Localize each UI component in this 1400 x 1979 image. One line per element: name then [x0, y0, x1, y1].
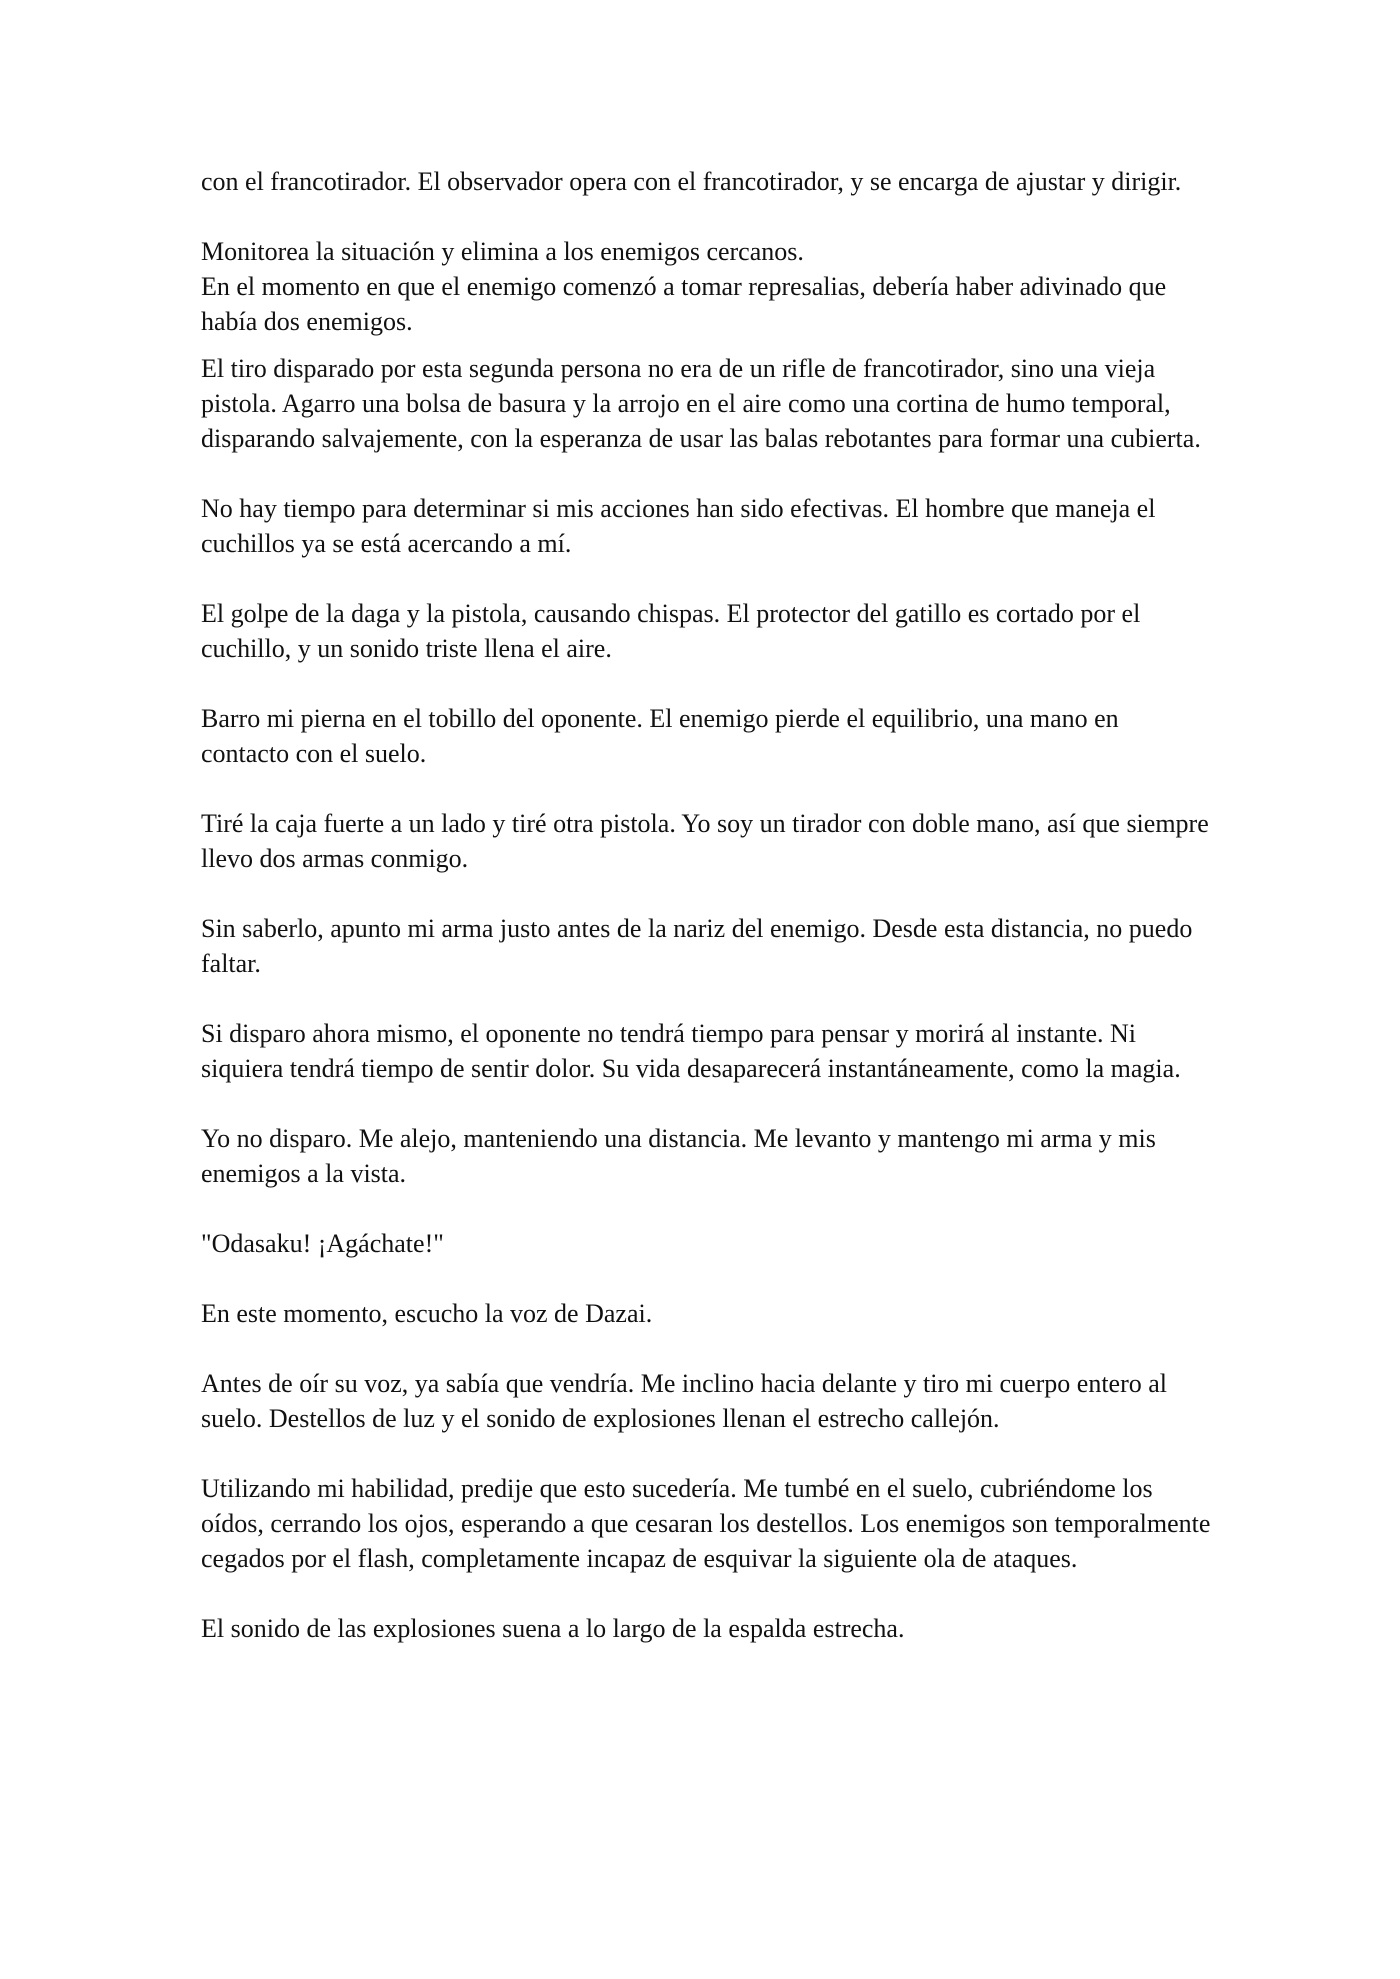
paragraph-1: con el francotirador. El observador opera con el francotirador, y se encarga de ajustar y dirigir. [201, 167, 1182, 196]
paragraph-5: No hay tiempo para determinar si mis acciones han sido efectivas. El hombre que maneja el cuchillos ya se está acercando a mí. [201, 494, 1156, 558]
paragraph-10: Si disparo ahora mismo, el oponente no tendrá tiempo para pensar y morirá al instante. Ni siquiera tendrá tiempo de sentir dolor. Su vida desaparecerá instantáneamente, como la magia. [201, 1019, 1181, 1083]
paragraph-2: Monitorea la situación y elimina a los enemigos cercanos. [201, 237, 804, 266]
paragraph-16: El sonido de las explosiones suena a lo largo de la espalda estrecha. [201, 1614, 905, 1643]
paragraph-4: El tiro disparado por esta segunda persona no era de un rifle de francotirador, sino una vieja pistola. Agarro una bolsa de basura y la arrojo en el aire como una cortina de humo temporal, disparando salvajemente, con la esperanza de usar las balas rebotantes para formar una cubierta. [201, 354, 1201, 453]
document-page [201, 164, 1211, 1646]
paragraph-13: En este momento, escucho la voz de Dazai. [201, 1299, 653, 1328]
paragraph-14: Antes de oír su voz, ya sabía que vendría. Me inclino hacia delante y tiro mi cuerpo entero al suelo. Destellos de luz y el sonido de explosiones llenan el estrecho callejón. [201, 1369, 1167, 1433]
paragraph-6: El golpe de la daga y la pistola, causando chispas. El protector del gatillo es cortado por el cuchillo, y un sonido triste llena el aire. [201, 599, 1141, 663]
paragraph-12: "Odasaku! ¡Agáchate!" [201, 1229, 444, 1258]
paragraph-8: Tiré la caja fuerte a un lado y tiré otra pistola. Yo soy un tirador con doble mano, así que siempre llevo dos armas conmigo. [201, 809, 1209, 873]
paragraph-7: Barro mi pierna en el tobillo del oponente. El enemigo pierde el equilibrio, una mano en contacto con el suelo. [201, 704, 1119, 768]
paragraph-9: Sin saberlo, apunto mi arma justo antes de la nariz del enemigo. Desde esta distancia, no puedo faltar. [201, 914, 1193, 978]
paragraph-15: Utilizando mi habilidad, predije que esto sucedería. Me tumbé en el suelo, cubriéndome los oídos, cerrando los ojos, esperando a que cesaran los destellos. Los enemigos son temporalmente cegados por el flash, completamente incapaz de esquivar la siguiente ola de ataques. [201, 1474, 1211, 1573]
paragraph-11: Yo no disparo. Me alejo, manteniendo una distancia. Me levanto y mantengo mi arma y mis enemigos a la vista. [201, 1124, 1156, 1188]
paragraph-3: En el momento en que el enemigo comenzó a tomar represalias, debería haber adivinado que había dos enemigos. [201, 272, 1167, 336]
